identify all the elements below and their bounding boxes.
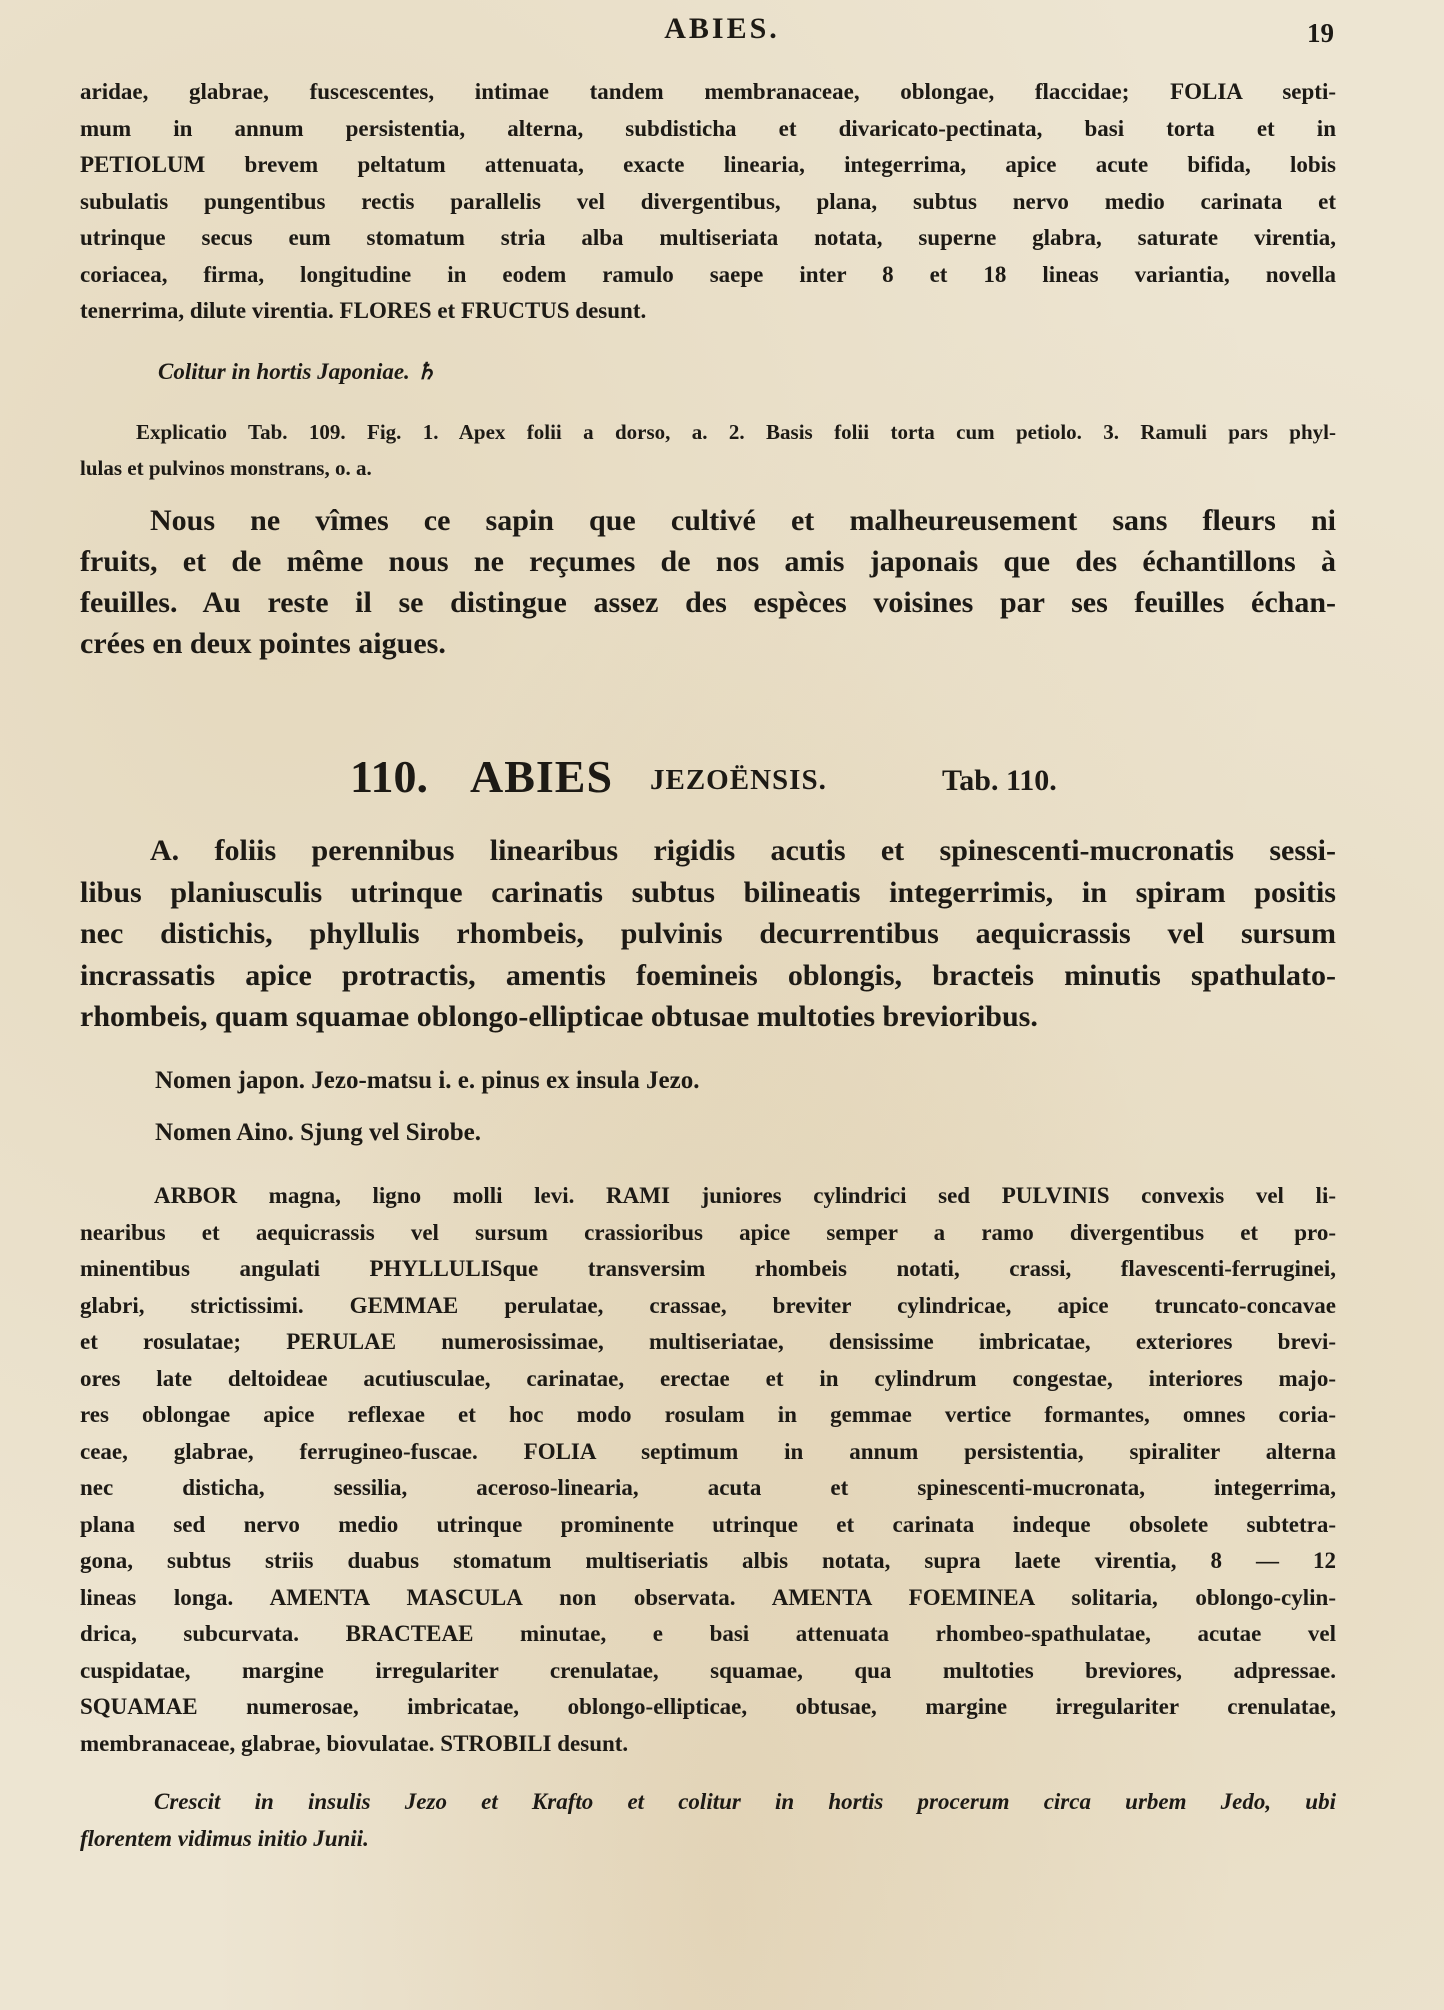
description-paragraph <box>80 1178 1336 1762</box>
text-line: fruits, et de même nous ne reçumes de nos amis japonais que des échantillons à <box>80 545 1336 578</box>
text-line: utrinque secus eum stomatum stria alba multiseriata notata, superne glabra, saturate virentia, <box>80 225 1336 250</box>
text-line: A. foliis perennibus linearibus rigidis acutis et spinescenti-mucronatis sessi- <box>150 834 1336 867</box>
text-line: subulatis pungentibus rectis parallelis vel divergentibus, plana, subtus nervo medio carinata et <box>80 188 1336 214</box>
nomen-japonicum: Nomen japon. Jezo-matsu i. e. pinus ex insula Jezo. <box>155 1067 700 1094</box>
text-line: membranaceae, glabrae, biovulatae. STROBILI desunt. <box>80 1730 629 1756</box>
text-line: ores late deltoideae acutiusculae, carinatae, erectae et in cylindrum congestae, interiores majo- <box>80 1365 1336 1391</box>
french-note <box>80 500 1336 664</box>
text-line: feuilles. Au reste il se distingue assez des espèces voisines par ses feuilles échan- <box>80 586 1336 619</box>
continuation-paragraph <box>80 74 1336 330</box>
text-line: lineas longa. AMENTA MASCULA non observata. AMENTA FOEMINEA solitaria, oblongo-cylin- <box>80 1584 1336 1610</box>
text-line: aridae, glabrae, fuscescentes, intimae tandem membranaceae, oblongae, flaccidae; FOLIA septi- <box>80 79 1336 104</box>
text-line: drica, subcurvata. BRACTEAE minutae, e basi attenuata rhombeo-spathulatae, acutae vel <box>80 1621 1336 1646</box>
caption-line: Explicatio Tab. 109. Fig. 1. Apex folii a dorso, a. 2. Basis folii torta cum petiolo. 3. Ramuli pars phyl- <box>136 420 1336 444</box>
text-line: SQUAMAE numerosae, imbricatae, oblongo-ellipticae, obtusae, margine irregulariter crenulatae, <box>80 1694 1336 1719</box>
page-number: 19 <box>1307 18 1334 48</box>
text-line: plana sed nervo medio utrinque prominente utrinque et carinata indeque obsolete subtetra- <box>80 1511 1336 1537</box>
diagnosis-paragraph <box>80 830 1336 1038</box>
explicatio-caption <box>80 414 1336 486</box>
text-line: ceae, glabrae, ferrugineo-fuscae. FOLIA septimum in annum persistentia, spiraliter alterna <box>80 1438 1336 1464</box>
text-line: Crescit in insulis Jezo et Krafto et colitur in hortis procerum circa urbem Jedo, ubi <box>154 1789 1336 1814</box>
caption-line: lulas et pulvinos monstrans, o. a. <box>80 456 372 480</box>
species-genus: ABIES <box>470 751 614 802</box>
plate-reference: Tab. 110. <box>942 764 1057 797</box>
text-line: et rosulatae; PERULAE numerosissimae, multiseriatae, densissime imbricatae, exteriores brevi- <box>80 1329 1336 1354</box>
text-line: crées en deux pointes aigues. <box>80 627 446 660</box>
text-line: glabri, strictissimi. GEMMAE perulatae, crassae, breviter cylindricae, apice truncato-concavae <box>80 1292 1336 1318</box>
text-line: cuspidatae, margine irregulariter crenulatae, squamae, qua multoties breviores, adpressae. <box>80 1657 1336 1683</box>
text-line: Nous ne vîmes ce sapin que cultivé et malheureusement sans fleurs ni <box>150 504 1336 537</box>
text-line: florentem vidimus initio Junii. <box>80 1825 369 1851</box>
text-line: rhombeis, quam squamae oblongo-ellipticae obtusae multoties brevioribus. <box>80 1000 1038 1033</box>
text-line: nearibus et aequicrassis vel sursum crassioribus apice semper a ramo divergentibus et pro- <box>80 1219 1336 1245</box>
text-line: res oblongae apice reflexae et hoc modo rosulam in gemmae vertice formantes, omnes coria- <box>80 1402 1336 1427</box>
species-number: 110. <box>350 751 428 802</box>
crescit-paragraph <box>80 1784 1336 1857</box>
text-line: coriacea, firma, longitudine in eodem ramulo saepe inter 8 et 18 lineas variantia, novella <box>80 261 1336 287</box>
text-line: minentibus angulati PHYLLULISque transversim rhombeis notati, crassi, flavescenti-ferruginei, <box>80 1256 1336 1281</box>
nomen-aino: Nomen Aino. Sjung vel Sirobe. <box>155 1119 481 1146</box>
text-line: mum in annum persistentia, alterna, subdisticha et divaricato-pectinata, basi torta et in <box>80 115 1336 141</box>
text-line: ARBOR magna, ligno molli levi. RAMI juniores cylindrici sed PULVINIS convexis vel li- <box>154 1183 1336 1208</box>
page-header <box>0 8 1444 48</box>
text-line: PETIOLUM brevem peltatum attenuata, exacte linearia, integerrima, apice acute bifida, lobis <box>80 152 1336 177</box>
text-line: gona, subtus striis duabus stomatum multiseriatis albis notata, supra laete virentia, 8 — 12 <box>80 1548 1336 1573</box>
running-title: ABIES. <box>664 12 780 45</box>
text-line: tenerrima, dilute virentia. FLORES et FRUCTUS desunt. <box>80 298 647 323</box>
text-line: libus planiusculis utrinque carinatis subtus bilineatis integerrimis, in spiram positis <box>80 875 1336 909</box>
text-line: nec distichis, phyllulis rhombeis, pulvinis decurrentibus aequicrassis vel sursum <box>80 917 1336 950</box>
text-line: nec disticha, sessilia, aceroso-linearia, acuta et spinescenti-mucronata, integerrima, <box>80 1475 1336 1500</box>
species-epithet: JEZOËNSIS. <box>650 764 827 796</box>
colitur-note: Colitur in hortis Japoniae. ♄ <box>158 359 437 384</box>
text-line: incrassatis apice protractis, amentis foemineis oblongis, bracteis minutis spathulato- <box>80 958 1336 992</box>
